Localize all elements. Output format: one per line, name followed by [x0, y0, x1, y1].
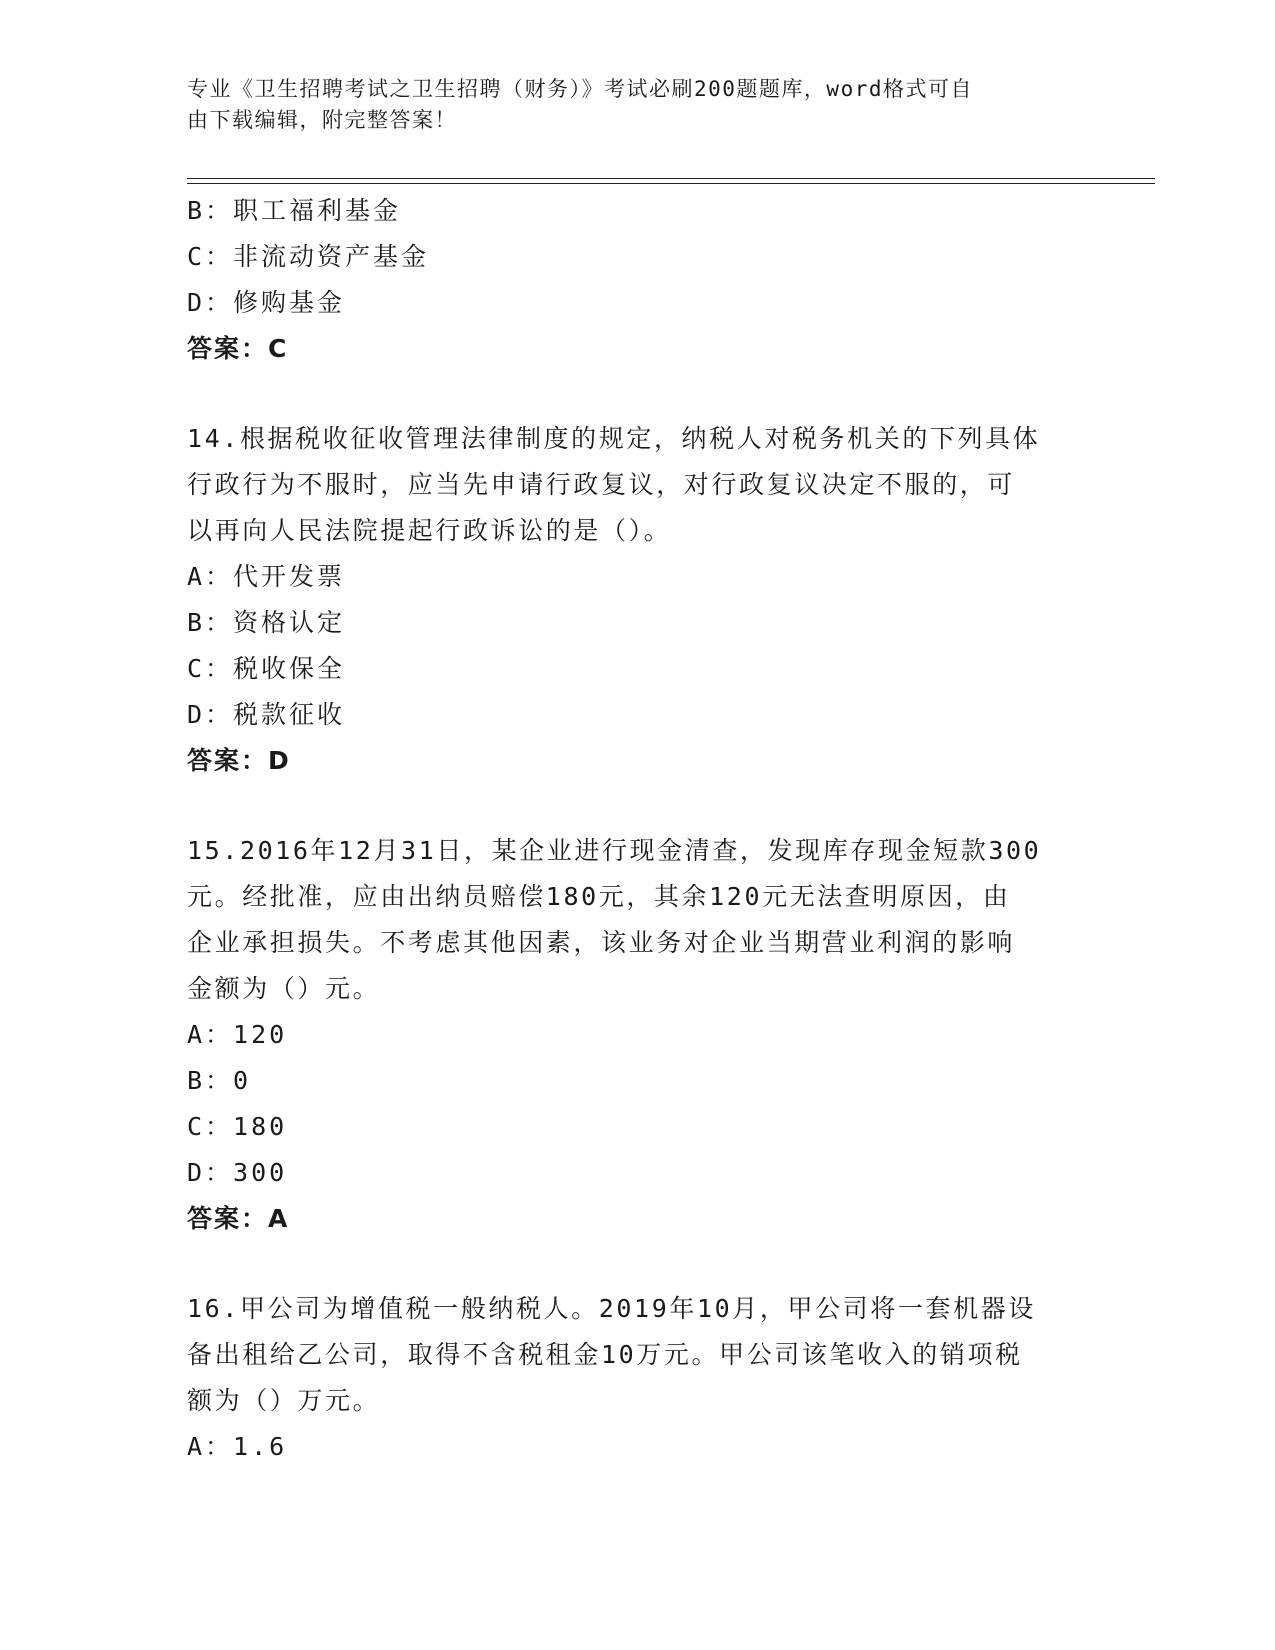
- answer-line: 答案：C: [187, 334, 289, 363]
- option-b: B：职工福利基金: [187, 196, 402, 225]
- answer-line: 答案：A: [187, 1204, 290, 1233]
- question-text-line: 元。经批准，应由出纳员赔偿180元，其余120元无法查明原因，由: [187, 882, 1011, 911]
- question-15-block: [187, 828, 1087, 1242]
- option-d: D：修购基金: [187, 288, 346, 317]
- question-text-line: 额为（）万元。: [187, 1386, 381, 1415]
- option-a: A：代开发票: [187, 562, 346, 591]
- spacer: [187, 784, 1087, 828]
- option-d: D：税款征收: [187, 700, 346, 729]
- document-body: [187, 188, 1087, 1470]
- question-text-line: 以再向人民法院提起行政诉讼的是（）。: [187, 516, 672, 545]
- option-a: A：120: [187, 1020, 288, 1049]
- question-text: [187, 1286, 1087, 1424]
- question-13-block: [187, 188, 1087, 372]
- header-divider-top: [187, 178, 1155, 179]
- question-text-line: 备出租给乙公司，取得不含税租金10万元。甲公司该笔收入的销项税: [187, 1340, 1023, 1369]
- option-d: D：300: [187, 1158, 288, 1187]
- question-text-line: 金额为（）元。: [187, 974, 381, 1003]
- question-text-line: 14.根据税收征收管理法律制度的规定，纳税人对税务机关的下列具体: [187, 424, 1041, 453]
- question-16-block: [187, 1286, 1087, 1470]
- question-text: [187, 416, 1087, 554]
- header-divider-bottom: [187, 183, 1155, 184]
- option-c: C：180: [187, 1112, 288, 1141]
- spacer: [187, 372, 1087, 416]
- answer-line: 答案：D: [187, 746, 291, 775]
- option-c: C：税收保全: [187, 654, 346, 683]
- question-text: [187, 828, 1087, 1012]
- header-line-1: 专业《卫生招聘考试之卫生招聘（财务）》考试必刷200题题库，word格式可自: [187, 77, 973, 101]
- question-text-line: 16.甲公司为增值税一般纳税人。2019年10月，甲公司将一套机器设: [187, 1294, 1036, 1323]
- option-b: B：资格认定: [187, 608, 346, 637]
- question-text-line: 行政行为不服时，应当先申请行政复议，对行政复议决定不服的，可: [187, 470, 1016, 499]
- spacer: [187, 1242, 1087, 1286]
- option-b: B：0: [187, 1066, 252, 1095]
- option-c: C：非流动资产基金: [187, 242, 430, 271]
- question-14-block: [187, 416, 1087, 784]
- header-line-2: 由下载编辑，附完整答案！: [187, 108, 457, 132]
- option-a: A：1.6: [187, 1432, 288, 1461]
- question-text-line: 企业承担损失。不考虑其他因素，该业务对企业当期营业利润的影响: [187, 928, 1016, 957]
- document-header: [187, 74, 1067, 136]
- question-text-line: 15.2016年12月31日，某企业进行现金清查，发现库存现金短款300: [187, 836, 1042, 865]
